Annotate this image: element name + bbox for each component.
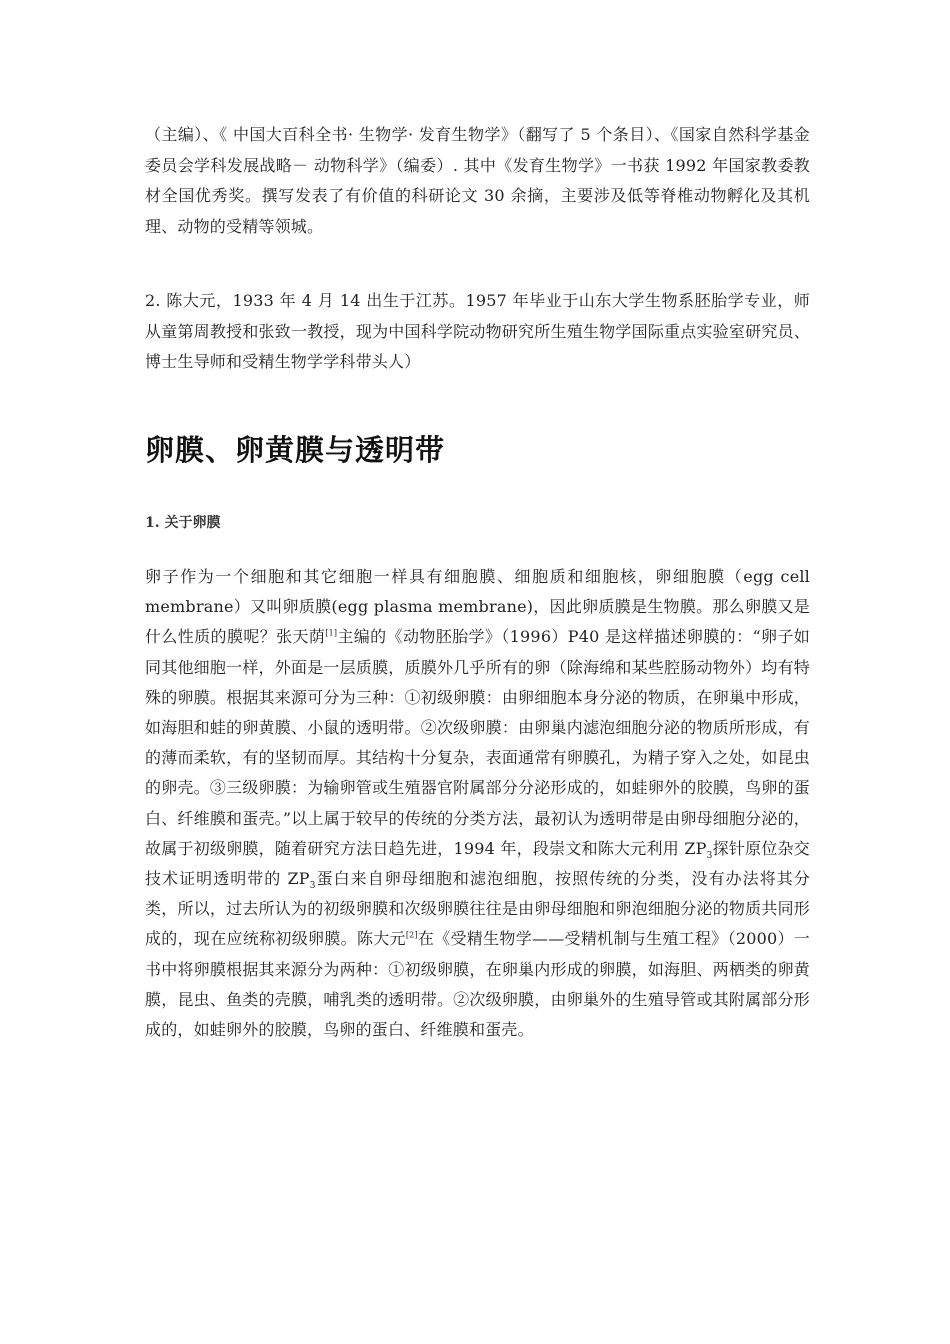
citation-ref-2: [2] <box>405 931 418 941</box>
paragraph-text-part-4: 蛋白来自卵母细胞和滤泡细胞，按照传统的分类，没有办法将其分类，所以，过去所认为的初级卵膜和次级卵膜往往是由卵母细胞和卵泡细胞分泌的物质共同形成的，现在应统称初级卵膜。陈大元 <box>145 869 811 949</box>
chen-dayuan-bio-paragraph: 2. 陈大元，1933 年 4 月 14 出生于江苏。1957 年毕业于山东大学生物系胚胎学专业，师从童第周教授和张致一教授，现为中国科学院动物研究所生殖生物学国际重点实验室研究员、博士生导师和受精生物学学科带头人） <box>145 291 810 371</box>
egg-membrane-paragraph <box>145 562 810 1045</box>
citation-ref-1: [1] <box>325 629 338 639</box>
zp3-subscript-1: 3 <box>706 851 713 862</box>
zp3-subscript-2: 3 <box>309 881 316 892</box>
section-heading: 卵膜、卵黄膜与透明带 <box>145 433 446 467</box>
paragraph-text-part-5: 在《受精生物学——受精机制与生殖工程》（2000）一书中将卵膜根据其来源分为两种：①初级卵膜，在卵巢内形成的卵膜，如海胆、两栖类的卵黄膜，昆虫、鱼类的壳膜，哺乳类的透明带。②次级卵膜，由卵巢外的生殖导管或其附属部分形成的，如蛙卵外的胶膜，鸟卵的蛋白、纤维膜和蛋壳。 <box>145 929 810 1040</box>
paragraph-text-part-2: 主编的《动物胚胎学》（1996）P40 是这样描述卵膜的：“卵子如同其他细胞一样，外面是一层质膜，质膜外几乎所有的卵（除海绵和某些腔肠动物外）均有特殊的卵膜。根据其来源可分为三种：①初级卵膜：由卵细胞本身分泌的物质，在卵巢中形成，如海胆和蛙的卵黄膜、小鼠的透明带。②次级卵膜：由卵巢内滤泡细胞分泌的物质所形成，有的薄而柔软，有的坚韧而厚。其结构十分复杂，表面通常有卵膜孔，为精子穿入之处，如昆虫的卵壳。③三级卵膜：为输卵管或生殖器官附属部分分泌形成的，如蛙卵外的胶膜，鸟卵的蛋白、纤维膜和蛋壳。”以上属于较早的传统的分类方法，最初认为透明带是由卵母细胞分泌的，故属于初级卵膜，随着研究方法日趋先进，1994 年，段崇文和陈大元利用 ZP <box>145 627 811 858</box>
paragraph-text-part-1: 卵子作为一个细胞和其它细胞一样具有细胞膜、细胞质和细胞核，卵细胞膜（egg cell membrane）又叫卵质膜(egg plasma membrane)，因此卵质膜是生物膜。那么卵膜又是什么性质的膜呢？张天荫 <box>145 567 810 647</box>
intro-paragraph: （主编）、《 中国大百科全书· 生物学· 发育生物学》（翻写了 5 个条目）、《国家自然科学基金委员会学科发展战略－ 动物科学》（编委）. 其中《发育生物学》一书获 1992 年国家教委教材全国优秀奖。撰写发表了有价值的科研论文 30 余摘，主要涉及低等脊椎动物孵化及其机理、动物的受精等领城。 <box>145 125 810 236</box>
subsection-heading: 1. 关于卵膜 <box>145 515 221 531</box>
paragraph-text-part-3: 探针原位杂交技术证明透明带的 ZP <box>145 838 810 889</box>
